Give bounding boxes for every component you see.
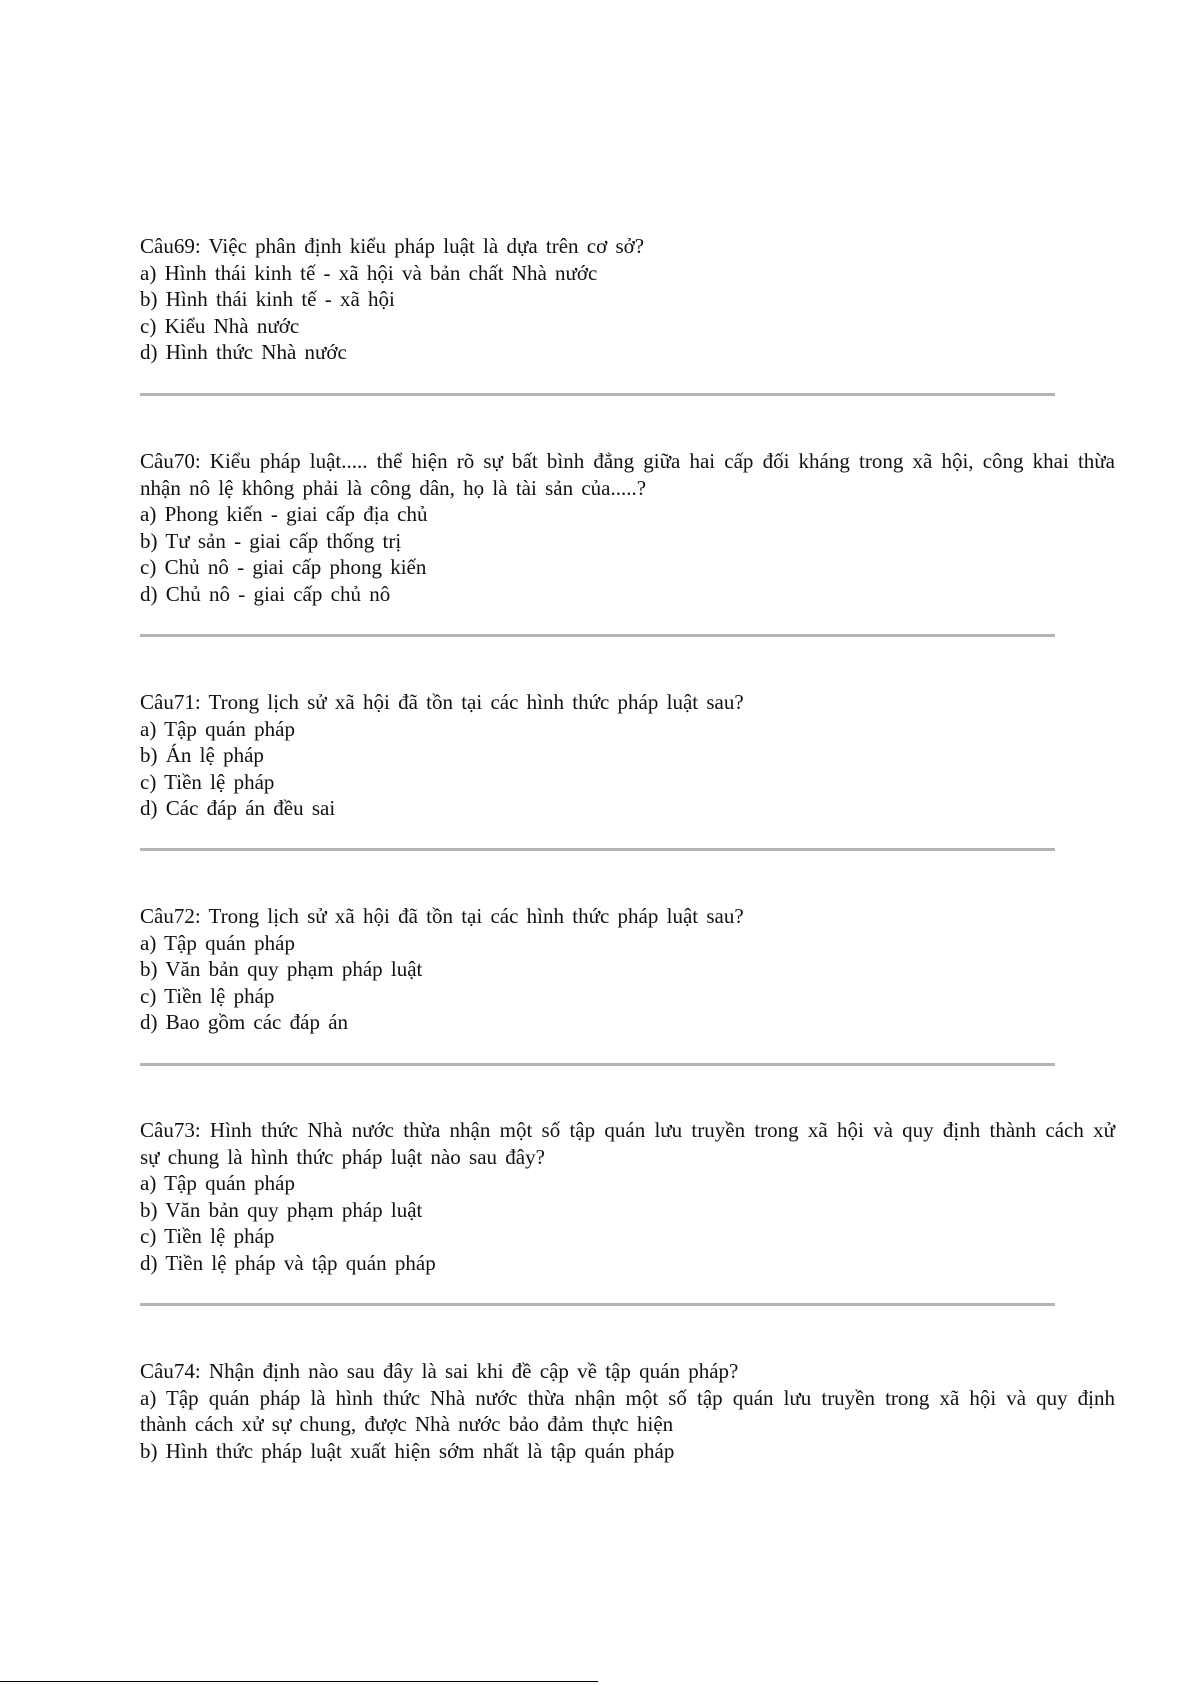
option-d: d) Tiền lệ pháp và tập quán pháp [140, 1250, 436, 1275]
option-a: a) Tập quán pháp [140, 930, 295, 955]
option-c: c) Tiền lệ pháp [140, 1224, 275, 1248]
option-a: a) Phong kiến - giai cấp địa chủ [140, 502, 428, 526]
question-text: Câu70: Kiểu pháp luật..... thể hiện rõ sự bất bình đẳng giữa hai cấp đối kháng trong xã hội, công khai thừa nhận nô lệ không phải là công dân, họ là tài sản của.....? [140, 449, 1124, 500]
footer-rule [0, 1681, 598, 1682]
question-divider [140, 1063, 1055, 1066]
option-b: b) Tư sản - giai cấp thống trị [140, 528, 402, 553]
question-69 [140, 233, 1115, 366]
option-b: b) Văn bản quy phạm pháp luật [140, 1197, 423, 1222]
option-a: a) Tập quán pháp là hình thức Nhà nước thừa nhận một số tập quán lưu truyền trong xã hội và quy định thành cách xử sự chung, được Nhà nước bảo đảm thực hiện [140, 1385, 1124, 1436]
option-a: a) Tập quán pháp [140, 1171, 295, 1195]
option-b: b) Hình thái kinh tế - xã hội [140, 287, 395, 311]
question-text: Câu71: Trong lịch sử xã hội đã tồn tại các hình thức pháp luật sau? [140, 690, 744, 714]
option-c: c) Tiền lệ pháp [140, 769, 275, 794]
option-c: c) Tiền lệ pháp [140, 983, 275, 1008]
option-b: b) Văn bản quy phạm pháp luật [140, 957, 423, 981]
option-a: a) Hình thái kinh tế - xã hội và bản chất Nhà nước [140, 260, 598, 285]
question-divider [140, 1303, 1055, 1306]
option-a: a) Tập quán pháp [140, 716, 295, 741]
question-70 [140, 448, 1124, 607]
question-73 [140, 1117, 1124, 1276]
question-divider [140, 634, 1055, 637]
option-d: d) Các đáp án đều sai [140, 796, 336, 820]
question-71 [140, 689, 1115, 822]
question-text: Câu69: Việc phân định kiểu pháp luật là dựa trên cơ sở? [140, 234, 645, 258]
question-text: Câu73: Hình thức Nhà nước thừa nhận một số tập quán lưu truyền trong xã hội và quy định thành cách xử sự chung là hình thức pháp luật nào sau đây? [140, 1118, 1124, 1169]
option-d: d) Chủ nô - giai cấp chủ nô [140, 581, 391, 606]
option-c: c) Kiểu Nhà nước [140, 313, 300, 338]
question-divider [140, 848, 1055, 851]
question-72 [140, 903, 1115, 1036]
option-d: d) Bao gồm các đáp án [140, 1010, 349, 1034]
question-text: Câu74: Nhận định nào sau đây là sai khi đề cập về tập quán pháp? [140, 1359, 739, 1383]
option-c: c) Chủ nô - giai cấp phong kiến [140, 555, 427, 579]
question-74 [140, 1358, 1124, 1464]
option-d: d) Hình thức Nhà nước [140, 340, 347, 364]
option-b: b) Án lệ pháp [140, 743, 264, 767]
question-text: Câu72: Trong lịch sử xã hội đã tồn tại các hình thức pháp luật sau? [140, 904, 744, 928]
question-divider [140, 393, 1055, 396]
option-b: b) Hình thức pháp luật xuất hiện sớm nhất là tập quán pháp [140, 1438, 675, 1463]
